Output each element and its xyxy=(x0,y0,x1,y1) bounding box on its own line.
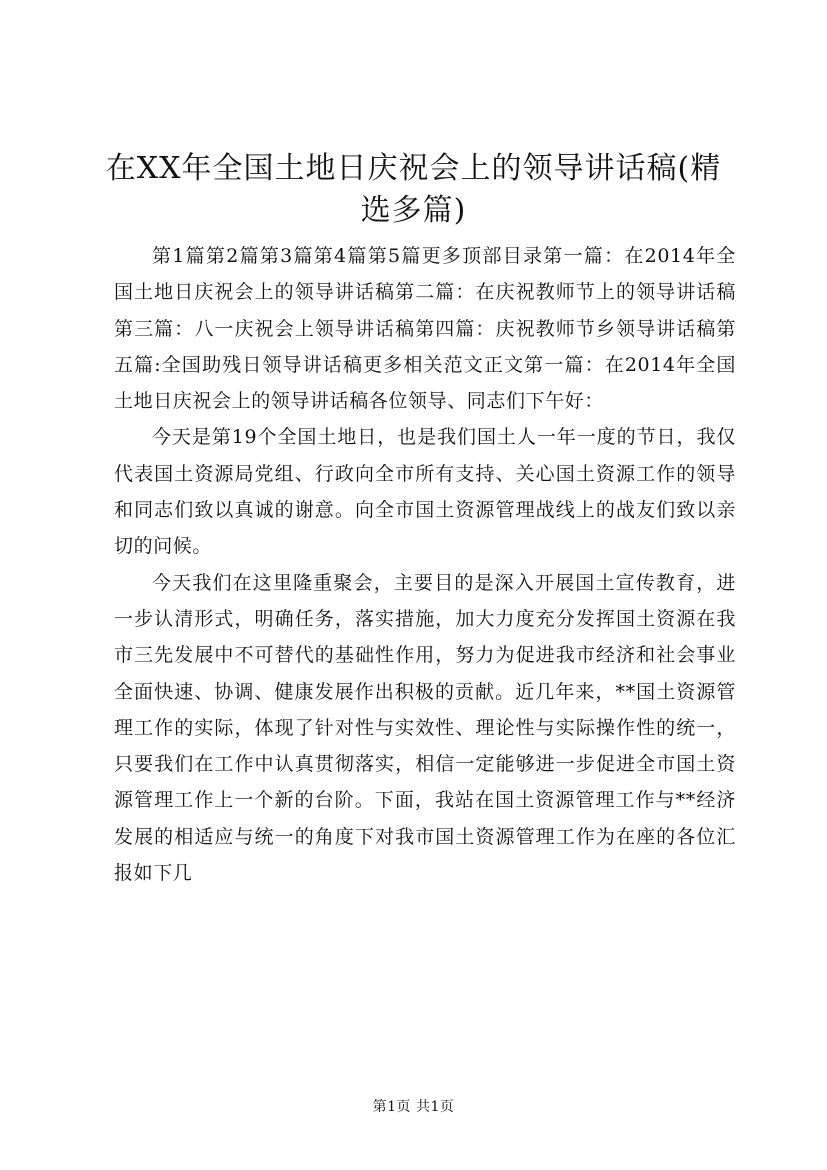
document-title: 在XX年全国土地日庆祝会上的领导讲话稿(精选多篇) xyxy=(105,151,722,228)
paragraph-greeting: 今天是第19个全国土地日，也是我们国土人一年一度的节日，我仅代表国土资源局党组、行政向全市所有支持、关心国土资源工作的领导和同志们致以真诚的谢意。向全市国土资源管理战线上的战友们致以亲切的问候。 xyxy=(114,426,736,558)
paragraph-purpose: 今天我们在这里隆重聚会，主要目的是深入开展国土宣传教育，进一步认清形式，明确任务，落实措施，加大力度充分发挥国土资源在我市三先发展中不可替代的基础性作用，努力为促进我市经济和社会事业全面快速、协调、健康发展作出积极的贡献。近几年来，**国土资源管理工作的实际，体现了针对性与实效性、理论性与实际操作性的统一，只要我们在工作中认真贯彻落实，相信一定能够进一步促进全市国土资源管理工作上一个新的台阶。下面，我站在国土资源管理工作与**经济发展的相适应与统一的角度下对我市国土资源管理工作为在座的各位汇报如下几 xyxy=(114,571,736,885)
document-body xyxy=(114,238,736,891)
paragraph-table-of-contents: 第1篇第2篇第3篇第4篇第5篇更多顶部目录第一篇：在2014年全国土地日庆祝会上的领导讲话稿第二篇：在庆祝教师节上的领导讲话稿第三篇：八一庆祝会上领导讲话稿第四篇：庆祝教师节乡领导讲话稿第五篇:全国助残日领导讲话稿更多相关范文正文第一篇：在2014年全国土地日庆祝会上的领导讲话稿各位领导、同志们下午好： xyxy=(114,245,736,413)
page-footer: 第1页 共1页 xyxy=(372,1099,455,1115)
